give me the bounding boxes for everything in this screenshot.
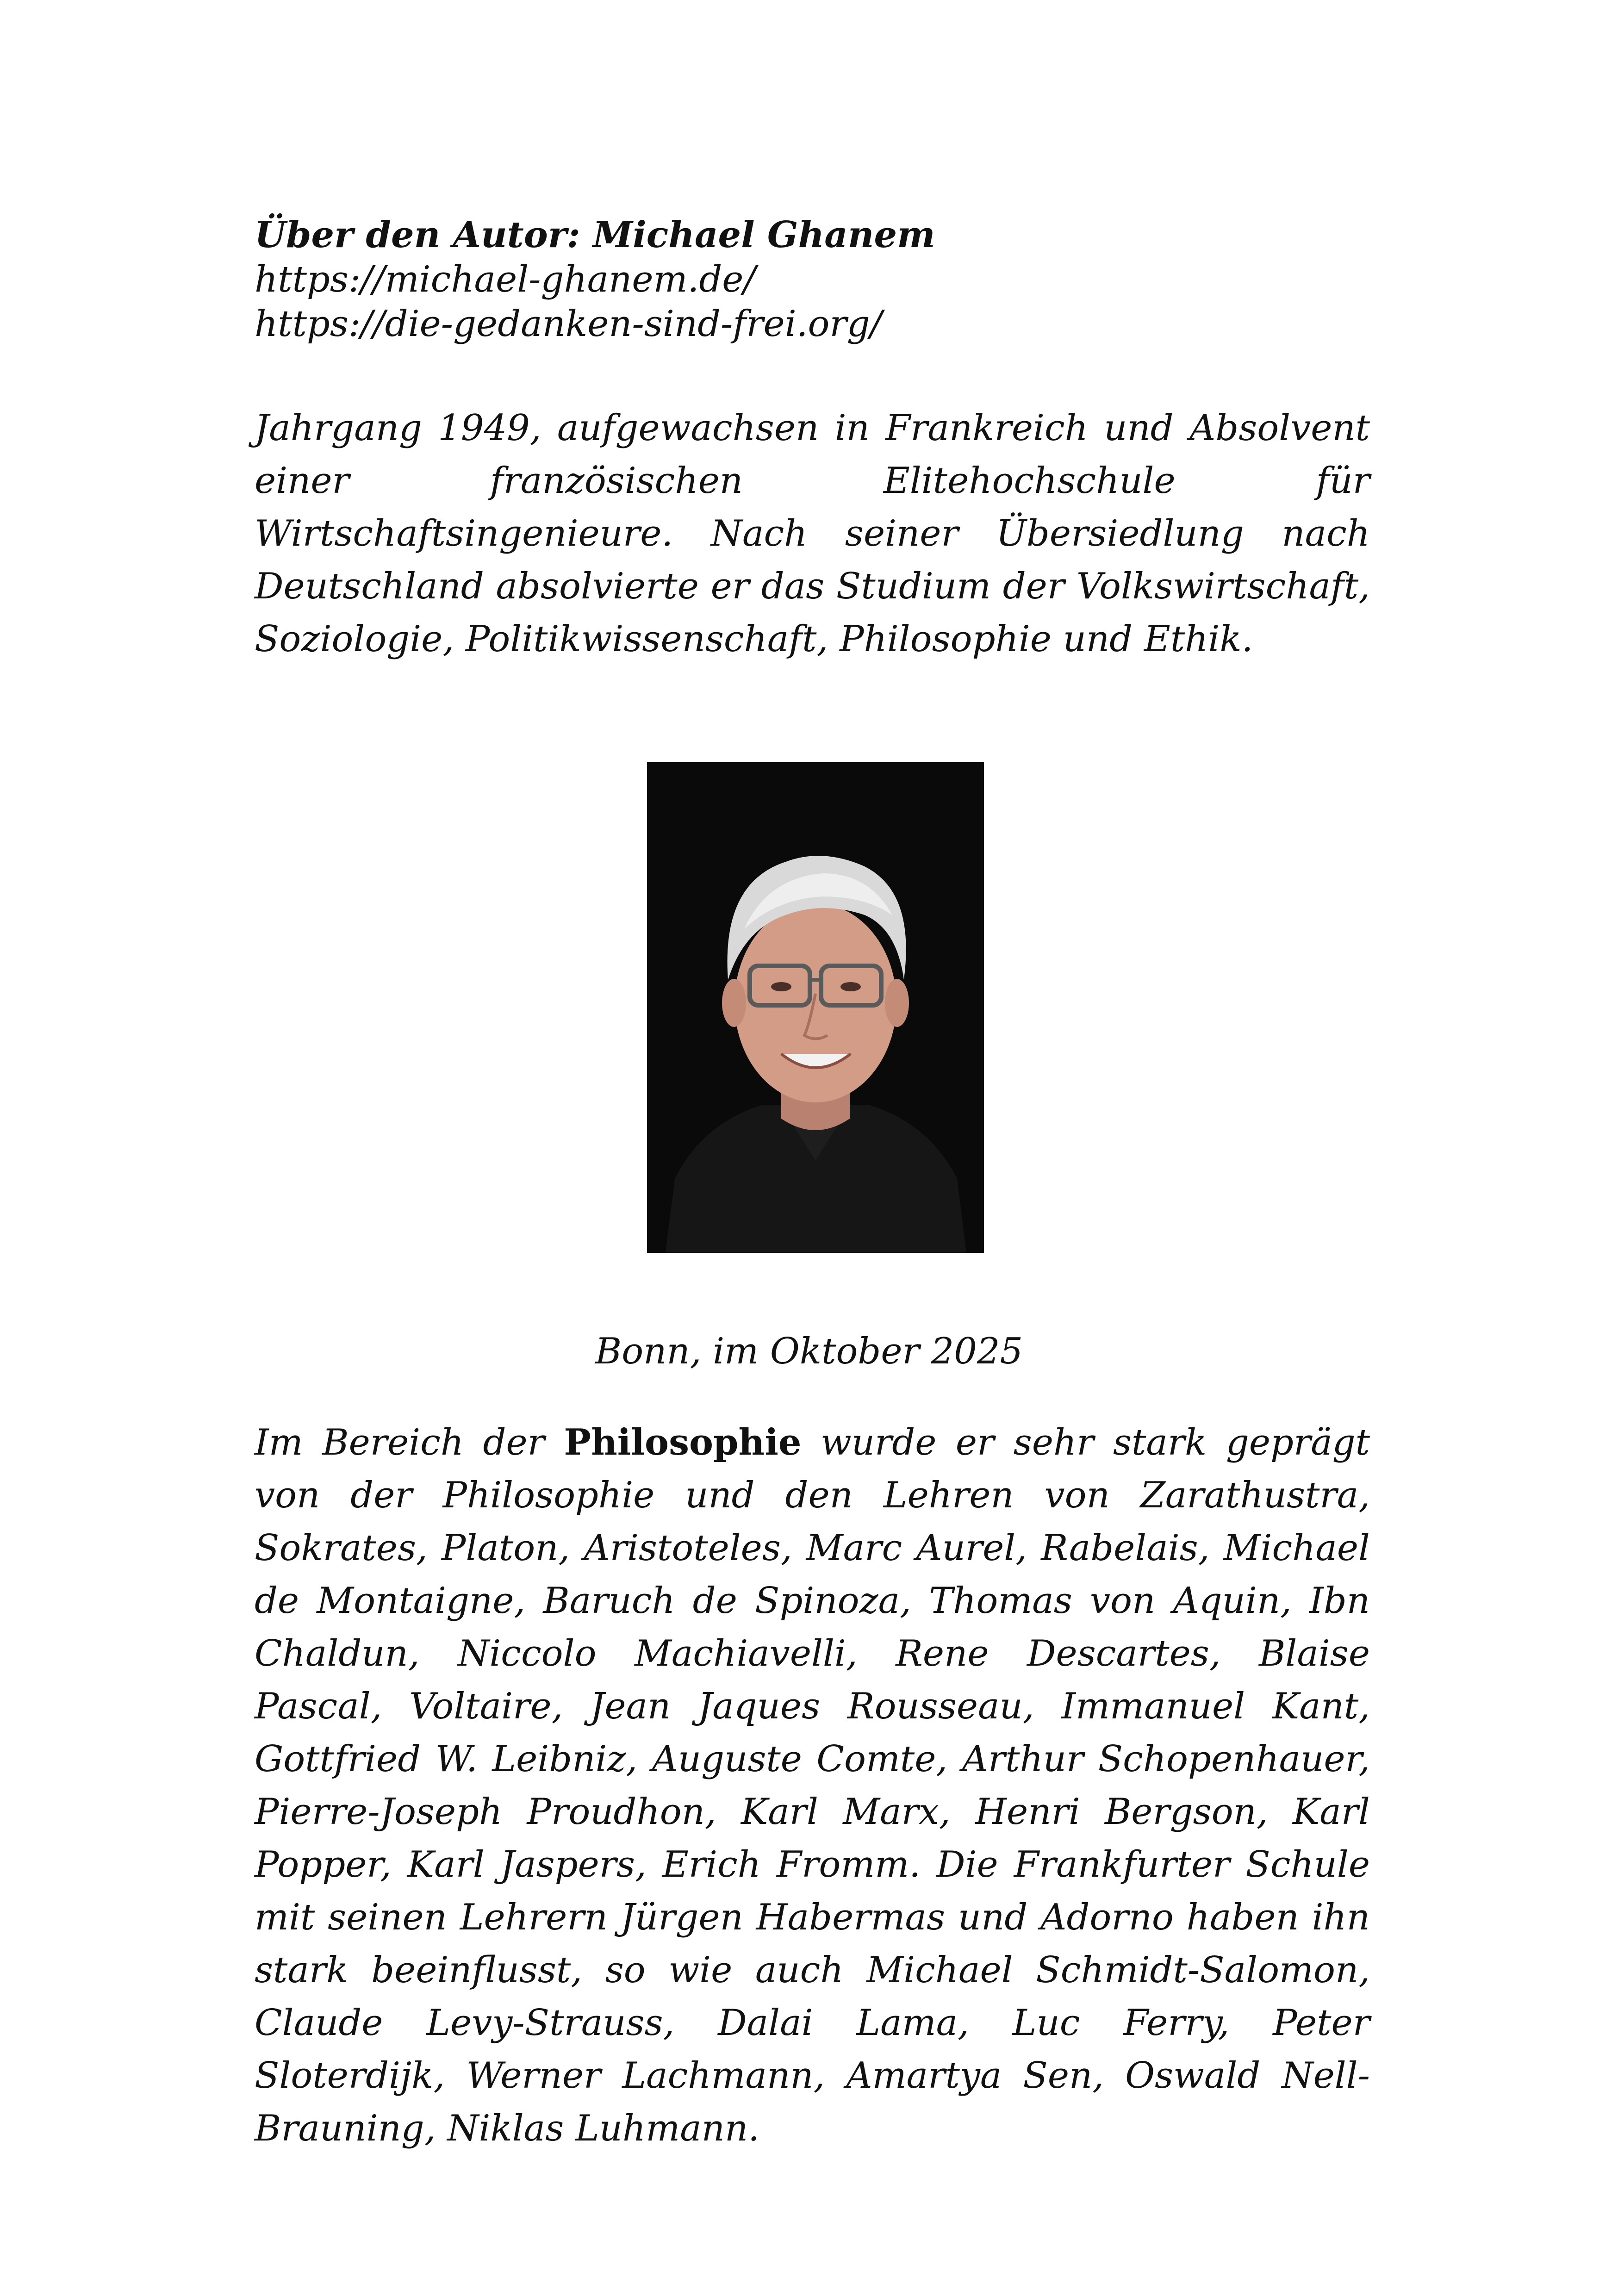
author-photo [647, 762, 984, 1253]
philosophy-keyword: Philosophie [564, 1421, 802, 1463]
philosophy-lead: Im Bereich der [255, 1422, 564, 1463]
author-link-blog[interactable]: https://die-gedanken-sind-frei.org/ [255, 303, 882, 345]
author-heading: Über den Autor: Michael Ghanem [255, 214, 935, 256]
author-section [255, 213, 1370, 666]
philosophy-text: wurde er sehr stark geprägt von der Philosophie und den Lehren von Zarathustra, Sokrates, Platon, Aristoteles, Marc Aurel, Rabelais, Michael de Montaigne, Baruch de Spinoza, Thomas von Aquin, Ibn Chaldun, Niccolo Machiavelli, Rene Descartes, Blaise Pascal, Voltaire, Jean Jaques Rousseau, Immanuel Kant, Gottfried W. Leibniz, Auguste Comte, Arthur Schopenhauer, Pierre-Joseph Proudhon, Karl Marx, Henri Bergson, Karl Popper, Karl Jaspers, Erich Fromm. Die Frankfurter Schule mit seinen Lehrern Jürgen Habermas und Adorno haben ihn stark beeinflusst, so wie auch Michael Schmidt-Salomon, Claude Levy-Strauss, Dalai Lama, Luc Ferry, Peter Sloterdijk, Werner Lachmann, Amartya Sen, Oswald Nell-Brauning, Niklas Luhmann. [255, 1422, 1370, 2149]
author-bio: Jahrgang 1949, aufgewachsen in Frankreich und Absolvent einer französischen Elitehochschule für Wirtschaftsingenieure. Nach seiner Übersiedlung nach Deutschland absolvierte er das Studium der Volkswirtschaft, Soziologie, Politikwissenschaft, Philosophie und Ethik. [255, 407, 1370, 660]
philosophy-paragraph [255, 1416, 1370, 2155]
place-date: Bonn, im Oktober 2025 [595, 1331, 1023, 1372]
philosophy-section [255, 1416, 1370, 2155]
author-link-website[interactable]: https://michael-ghanem.de/ [255, 259, 756, 300]
